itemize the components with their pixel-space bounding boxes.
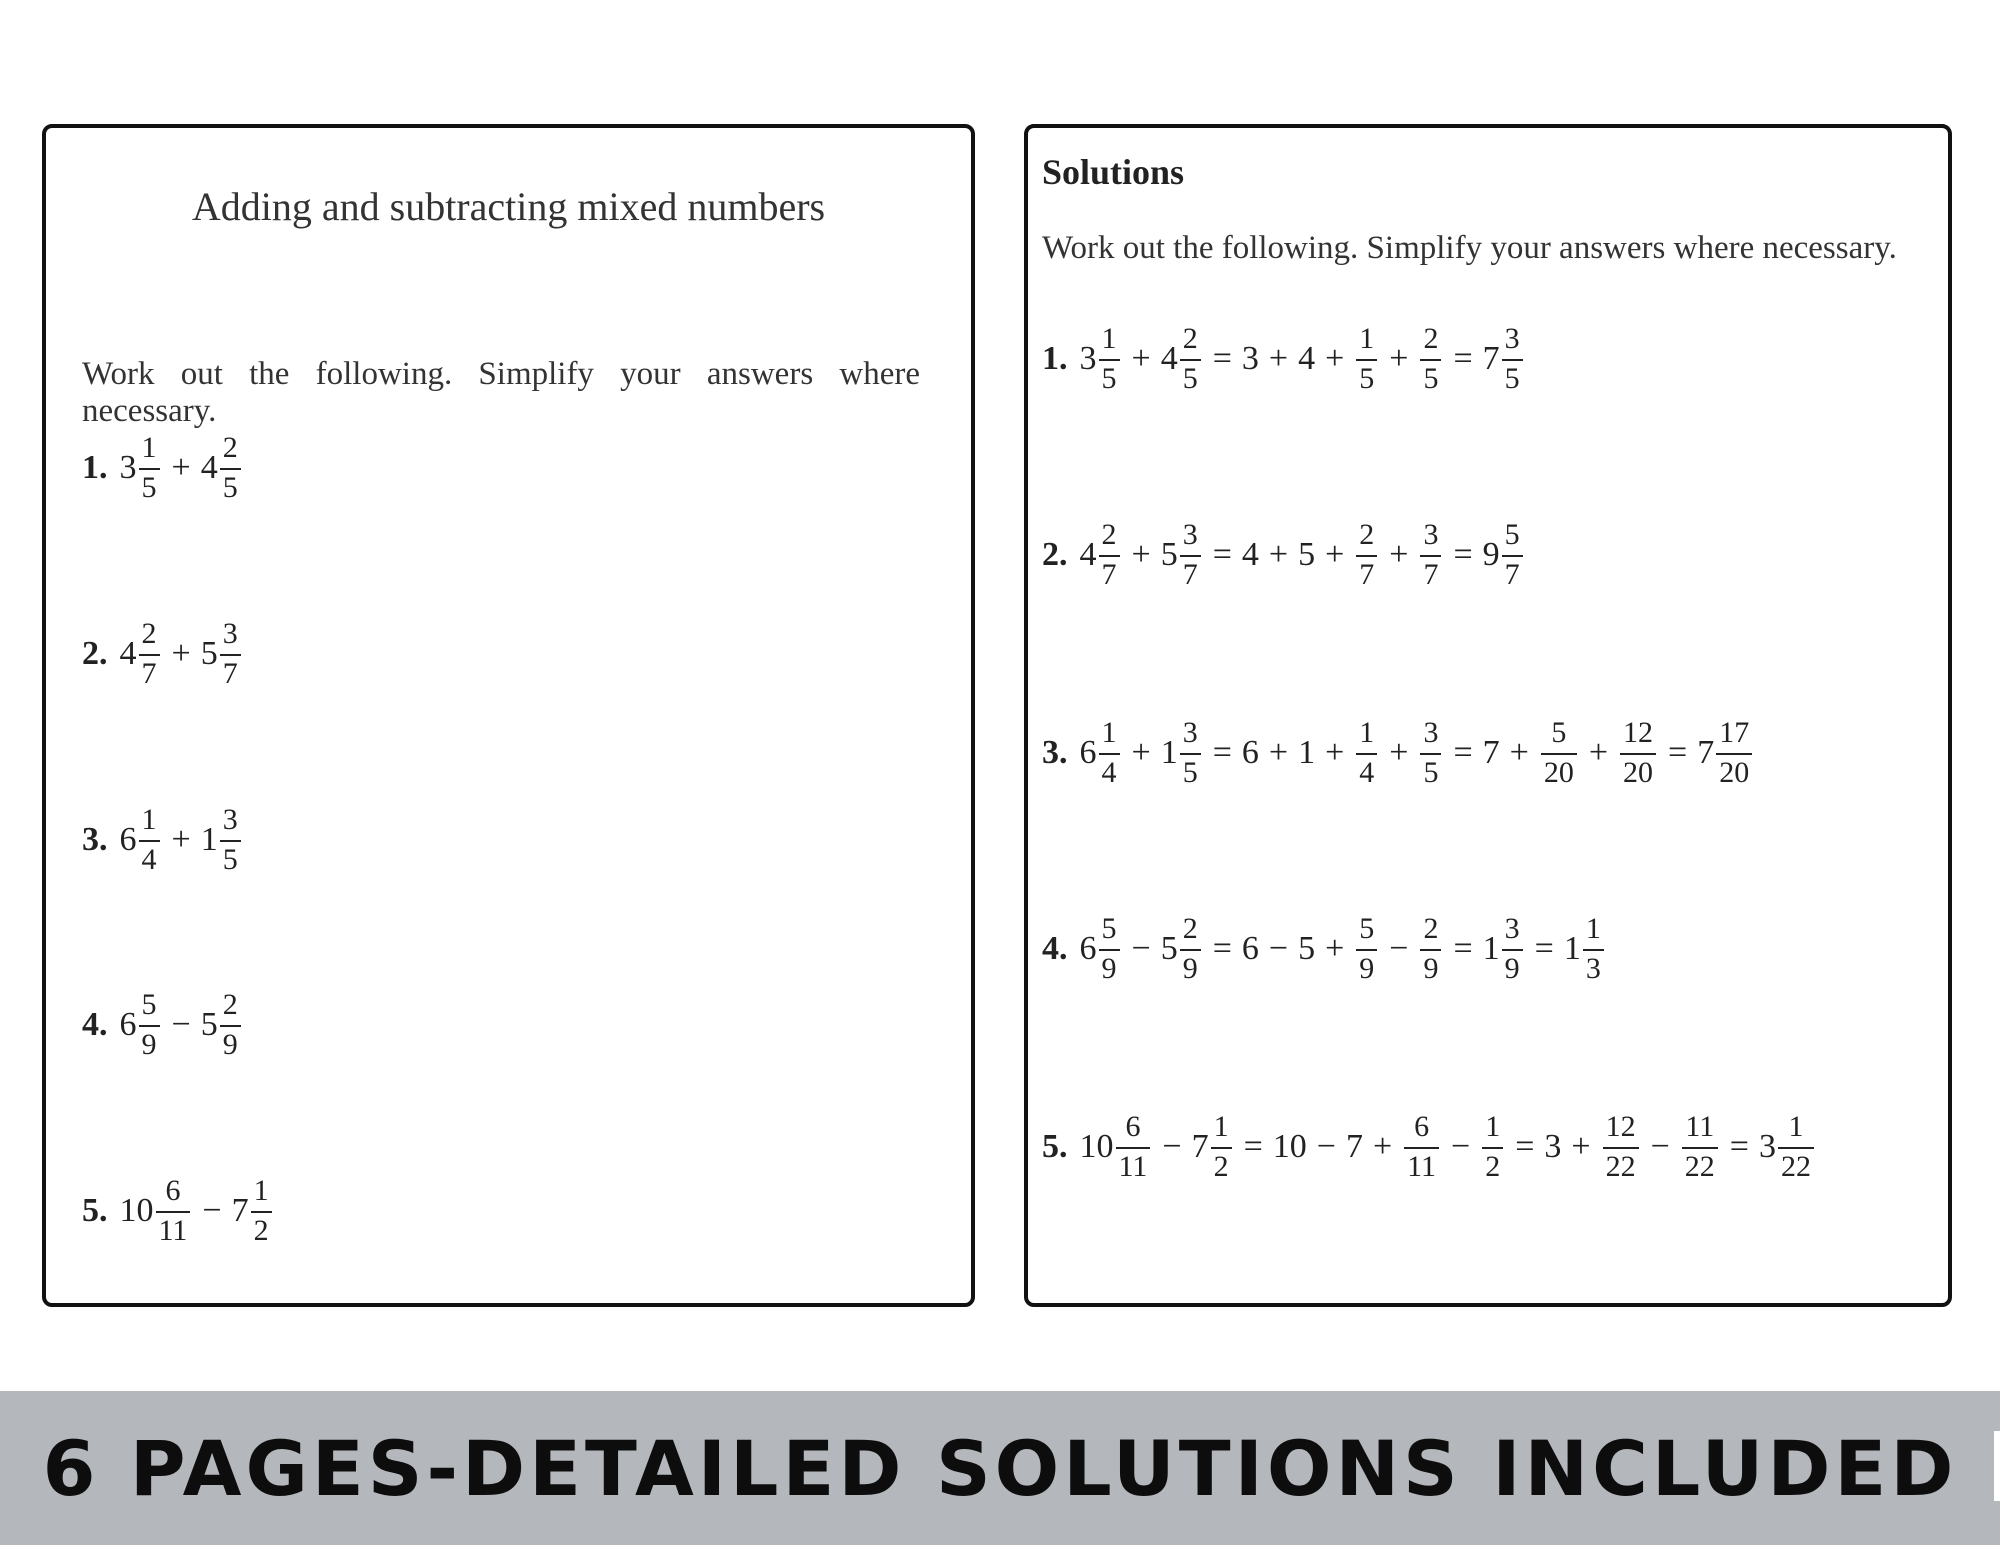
denominator: 9	[1099, 949, 1120, 986]
operator: +	[1325, 734, 1345, 771]
mixed-number	[1161, 518, 1203, 592]
operator: +	[1389, 340, 1409, 377]
fraction	[1601, 1110, 1641, 1184]
fraction	[1418, 322, 1443, 396]
whole-part: 5	[200, 1006, 218, 1043]
problem-row	[82, 803, 243, 877]
denominator: 4	[1099, 753, 1120, 790]
solutions-title: Solutions	[1042, 152, 1185, 192]
whole-part: 1	[1563, 930, 1581, 967]
fraction	[1418, 716, 1443, 790]
numerator: 3	[1504, 322, 1520, 355]
operator: −	[202, 1192, 222, 1229]
whole-part: 1	[200, 821, 218, 858]
fraction-stack	[139, 988, 160, 1062]
fraction-stack	[1180, 322, 1201, 396]
operator: −	[171, 1006, 191, 1043]
fraction-stack	[1356, 716, 1377, 790]
denominator: 5	[220, 840, 241, 877]
numerator: 2	[1182, 322, 1198, 355]
denominator: 9	[1180, 949, 1201, 986]
solution-row	[1042, 322, 1525, 396]
banner-edge-mark	[1994, 1431, 2000, 1501]
fraction-stack	[220, 988, 241, 1062]
integer: 4	[1298, 340, 1316, 377]
whole-part: 6	[119, 1006, 137, 1043]
numerator: 1	[1359, 716, 1375, 749]
whole-part: 1	[1160, 734, 1178, 771]
operator: =	[1212, 930, 1232, 967]
solution-number: 2.	[1042, 536, 1068, 573]
denominator: 7	[1099, 555, 1120, 592]
denominator: 7	[1420, 555, 1441, 592]
fraction-stack	[1420, 322, 1441, 396]
integer: 6	[1241, 734, 1259, 771]
operator: =	[1453, 930, 1473, 967]
denominator: 5	[1420, 753, 1441, 790]
fraction-stack	[1356, 518, 1377, 592]
whole-part: 3	[1079, 340, 1097, 377]
problem-row	[82, 617, 243, 691]
numerator: 6	[1125, 1110, 1141, 1143]
integer: 4	[1241, 536, 1259, 573]
fraction-stack	[1180, 912, 1201, 986]
denominator: 7	[1502, 555, 1523, 592]
numerator: 3	[1423, 518, 1439, 551]
operator: =	[1243, 1128, 1263, 1165]
fraction-stack	[1180, 518, 1201, 592]
whole-part: 10	[1079, 1128, 1114, 1165]
fraction-stack	[1482, 1110, 1503, 1184]
fraction-stack	[1404, 1110, 1439, 1184]
fraction	[1418, 518, 1443, 592]
integer: 3	[1241, 340, 1259, 377]
operator: =	[1212, 536, 1232, 573]
operator: =	[1212, 340, 1232, 377]
mixed-number	[1080, 912, 1122, 986]
mixed-number	[1080, 716, 1122, 790]
denominator: 5	[1356, 359, 1377, 396]
operator: +	[171, 821, 191, 858]
mixed-number	[1697, 716, 1754, 790]
numerator: 5	[1551, 716, 1567, 749]
mixed-number	[232, 1174, 274, 1248]
fraction-stack	[1583, 912, 1604, 986]
numerator: 5	[141, 988, 157, 1021]
operator: −	[1389, 930, 1409, 967]
operator: +	[171, 449, 191, 486]
fraction-stack	[1099, 322, 1120, 396]
denominator: 20	[1620, 753, 1656, 790]
operator: +	[1268, 340, 1289, 377]
worksheet-instructions: Work out the following. Simplify your answers where necessary.	[82, 356, 920, 429]
operator: +	[171, 635, 191, 672]
fraction-stack	[1620, 716, 1656, 790]
integer: 10	[1272, 1128, 1307, 1165]
whole-part: 4	[1079, 536, 1097, 573]
operator: −	[1650, 1128, 1670, 1165]
mixed-number	[201, 988, 243, 1062]
mixed-number	[1080, 518, 1122, 592]
operator: +	[1325, 536, 1345, 573]
problem-number: 2.	[82, 635, 108, 672]
fraction-stack	[220, 617, 241, 691]
fraction-stack	[156, 1174, 191, 1248]
denominator: 7	[1356, 555, 1377, 592]
operator: =	[1534, 930, 1554, 967]
whole-part: 3	[119, 449, 137, 486]
whole-part: 7	[1482, 340, 1500, 377]
mixed-number	[120, 617, 162, 691]
integer: 1	[1298, 734, 1316, 771]
mixed-number	[1483, 518, 1525, 592]
fraction-stack	[1716, 716, 1752, 790]
numerator: 3	[1182, 518, 1198, 551]
denominator: 9	[139, 1025, 160, 1062]
denominator: 22	[1682, 1147, 1718, 1184]
numerator: 1	[1585, 912, 1601, 945]
denominator: 5	[220, 468, 241, 505]
whole-part: 6	[1079, 930, 1097, 967]
mixed-number	[201, 803, 243, 877]
mixed-number	[1192, 1110, 1234, 1184]
numerator: 11	[1685, 1110, 1715, 1143]
fraction	[1354, 716, 1379, 790]
numerator: 2	[1423, 912, 1439, 945]
numerator: 5	[1101, 912, 1117, 945]
solution-row	[1042, 716, 1754, 790]
mixed-number	[120, 803, 162, 877]
problem-row	[82, 431, 243, 505]
integer: 3	[1544, 1128, 1562, 1165]
denominator: 9	[220, 1025, 241, 1062]
mixed-number	[201, 617, 243, 691]
fraction	[1402, 1110, 1441, 1184]
operator: +	[1389, 536, 1409, 573]
numerator: 2	[1101, 518, 1117, 551]
integer: 6	[1241, 930, 1259, 967]
operator: =	[1729, 1128, 1749, 1165]
fraction-stack	[1541, 716, 1577, 790]
operator: =	[1453, 340, 1473, 377]
solutions-instructions: Work out the following. Simplify your answers where necessary.	[1042, 230, 1897, 266]
fraction-stack	[1502, 518, 1523, 592]
fraction-stack	[1116, 1110, 1151, 1184]
numerator: 1	[1788, 1110, 1804, 1143]
numerator: 2	[222, 431, 238, 464]
problem-number: 3.	[82, 821, 108, 858]
operator: +	[1389, 734, 1409, 771]
operator: +	[1268, 536, 1289, 573]
whole-part: 9	[1482, 536, 1500, 573]
fraction-stack	[1682, 1110, 1718, 1184]
whole-part: 6	[119, 821, 137, 858]
mixed-number	[1080, 1110, 1153, 1184]
integer: 5	[1298, 536, 1316, 573]
solution-row	[1042, 1110, 1816, 1184]
whole-part: 5	[1160, 536, 1178, 573]
numerator: 1	[141, 803, 157, 836]
denominator: 9	[1502, 949, 1523, 986]
fraction-stack	[1099, 716, 1120, 790]
mixed-number	[120, 431, 162, 505]
whole-part: 10	[119, 1192, 154, 1229]
fraction	[1618, 716, 1658, 790]
mixed-number	[1080, 322, 1122, 396]
numerator: 12	[1623, 716, 1653, 749]
denominator: 9	[1420, 949, 1441, 986]
mixed-number	[1759, 1110, 1816, 1184]
numerator: 6	[1414, 1110, 1430, 1143]
fraction-stack	[139, 803, 160, 877]
solution-number: 4.	[1042, 930, 1068, 967]
numerator: 6	[165, 1174, 181, 1207]
whole-part: 1	[1482, 930, 1500, 967]
fraction	[1539, 716, 1579, 790]
fraction-stack	[1502, 322, 1523, 396]
fraction-stack	[1356, 322, 1377, 396]
whole-part: 4	[200, 449, 218, 486]
denominator: 3	[1583, 949, 1604, 986]
fraction	[1354, 322, 1379, 396]
numerator: 1	[1213, 1110, 1229, 1143]
operator: =	[1453, 734, 1473, 771]
operator: =	[1212, 734, 1232, 771]
denominator: 7	[139, 654, 160, 691]
mixed-number	[1161, 912, 1203, 986]
fraction-stack	[139, 617, 160, 691]
mixed-number	[120, 988, 162, 1062]
denominator: 5	[1180, 359, 1201, 396]
fraction-stack	[139, 431, 160, 505]
numerator: 2	[141, 617, 157, 650]
solutions-page	[1024, 124, 1952, 1307]
operator: +	[1131, 536, 1151, 573]
denominator: 22	[1778, 1147, 1814, 1184]
denominator: 11	[156, 1211, 191, 1248]
operator: +	[1509, 734, 1529, 771]
denominator: 20	[1541, 753, 1577, 790]
denominator: 20	[1716, 753, 1752, 790]
mixed-number	[120, 1174, 193, 1248]
fraction-stack	[251, 1174, 272, 1248]
denominator: 4	[139, 840, 160, 877]
numerator: 1	[141, 431, 157, 464]
numerator: 2	[1359, 518, 1375, 551]
numerator: 1	[1101, 322, 1117, 355]
numerator: 17	[1719, 716, 1750, 749]
fraction	[1418, 912, 1443, 986]
integer: 7	[1482, 734, 1500, 771]
solution-number: 3.	[1042, 734, 1068, 771]
fraction-stack	[1420, 912, 1441, 986]
fraction-stack	[1180, 716, 1201, 790]
operator: +	[1372, 1128, 1393, 1165]
denominator: 5	[1502, 359, 1523, 396]
operator: +	[1325, 930, 1345, 967]
numerator: 5	[1504, 518, 1520, 551]
fraction	[1480, 1110, 1505, 1184]
numerator: 2	[1182, 912, 1198, 945]
denominator: 2	[1211, 1147, 1232, 1184]
solution-row	[1042, 912, 1606, 986]
mixed-number	[1161, 322, 1203, 396]
worksheet-title: Adding and subtracting mixed numbers	[191, 184, 826, 229]
fraction-stack	[1420, 716, 1441, 790]
operator: −	[1131, 930, 1151, 967]
problem-number: 1.	[82, 449, 108, 486]
whole-part: 7	[1697, 734, 1715, 771]
numerator: 3	[1423, 716, 1439, 749]
denominator: 2	[251, 1211, 272, 1248]
denominator: 5	[1420, 359, 1441, 396]
numerator: 2	[1423, 322, 1439, 355]
operator: −	[1268, 930, 1289, 967]
fraction-stack	[1420, 518, 1441, 592]
operator: +	[1571, 1128, 1591, 1165]
operator: +	[1588, 734, 1608, 771]
denominator: 4	[1356, 753, 1377, 790]
integer: 5	[1298, 930, 1316, 967]
whole-part: 7	[231, 1192, 249, 1229]
denominator: 22	[1603, 1147, 1639, 1184]
fraction-stack	[1211, 1110, 1232, 1184]
fraction-stack	[1099, 912, 1120, 986]
numerator: 3	[222, 803, 238, 836]
whole-part: 4	[1160, 340, 1178, 377]
whole-part: 7	[1191, 1128, 1209, 1165]
denominator: 5	[139, 468, 160, 505]
numerator: 3	[1182, 716, 1198, 749]
numerator: 12	[1605, 1110, 1636, 1143]
problem-row	[82, 988, 243, 1062]
operator: −	[1451, 1128, 1471, 1165]
operator: +	[1325, 340, 1345, 377]
denominator: 7	[1180, 555, 1201, 592]
fraction-stack	[1356, 912, 1377, 986]
promo-banner	[0, 1391, 2000, 1545]
integer: 7	[1345, 1128, 1363, 1165]
numerator: 1	[1359, 322, 1375, 355]
operator: +	[1131, 340, 1151, 377]
whole-part: 3	[1758, 1128, 1776, 1165]
numerator: 3	[1504, 912, 1520, 945]
fraction-stack	[1502, 912, 1523, 986]
fraction-stack	[1603, 1110, 1639, 1184]
numerator: 1	[1485, 1110, 1501, 1143]
problem-number: 4.	[82, 1006, 108, 1043]
numerator: 3	[222, 617, 238, 650]
whole-part: 6	[1079, 734, 1097, 771]
numerator: 1	[1101, 716, 1117, 749]
whole-part: 4	[119, 635, 137, 672]
solution-row	[1042, 518, 1525, 592]
numerator: 2	[222, 988, 238, 1021]
fraction	[1354, 518, 1379, 592]
operator: =	[1453, 536, 1473, 573]
fraction-stack	[220, 803, 241, 877]
denominator: 9	[1356, 949, 1377, 986]
problem-number: 5.	[82, 1192, 108, 1229]
operator: −	[1316, 1128, 1336, 1165]
denominator: 11	[1404, 1147, 1439, 1184]
fraction-stack	[1778, 1110, 1814, 1184]
fraction-stack	[220, 431, 241, 505]
mixed-number	[201, 431, 243, 505]
whole-part: 5	[1160, 930, 1178, 967]
fraction	[1354, 912, 1379, 986]
fraction	[1680, 1110, 1720, 1184]
operator: +	[1131, 734, 1151, 771]
mixed-number	[1161, 716, 1203, 790]
banner-text: 6 PAGES-DETAILED SOLUTIONS INCLUDED	[42, 1423, 1958, 1513]
operator: =	[1668, 734, 1688, 771]
denominator: 11	[1116, 1147, 1151, 1184]
operator: +	[1268, 734, 1289, 771]
fraction-stack	[1099, 518, 1120, 592]
mixed-number	[1483, 912, 1525, 986]
mixed-number	[1564, 912, 1606, 986]
operator: =	[1515, 1128, 1535, 1165]
numerator: 1	[253, 1174, 269, 1207]
problem-row	[82, 1174, 274, 1248]
denominator: 5	[1180, 753, 1201, 790]
worksheet-page	[42, 124, 975, 1307]
solution-number: 1.	[1042, 340, 1068, 377]
solution-number: 5.	[1042, 1128, 1068, 1165]
numerator: 5	[1359, 912, 1375, 945]
mixed-number	[1483, 322, 1525, 396]
operator: −	[1162, 1128, 1182, 1165]
denominator: 5	[1099, 359, 1120, 396]
whole-part: 5	[200, 635, 218, 672]
denominator: 2	[1482, 1147, 1503, 1184]
denominator: 7	[220, 654, 241, 691]
